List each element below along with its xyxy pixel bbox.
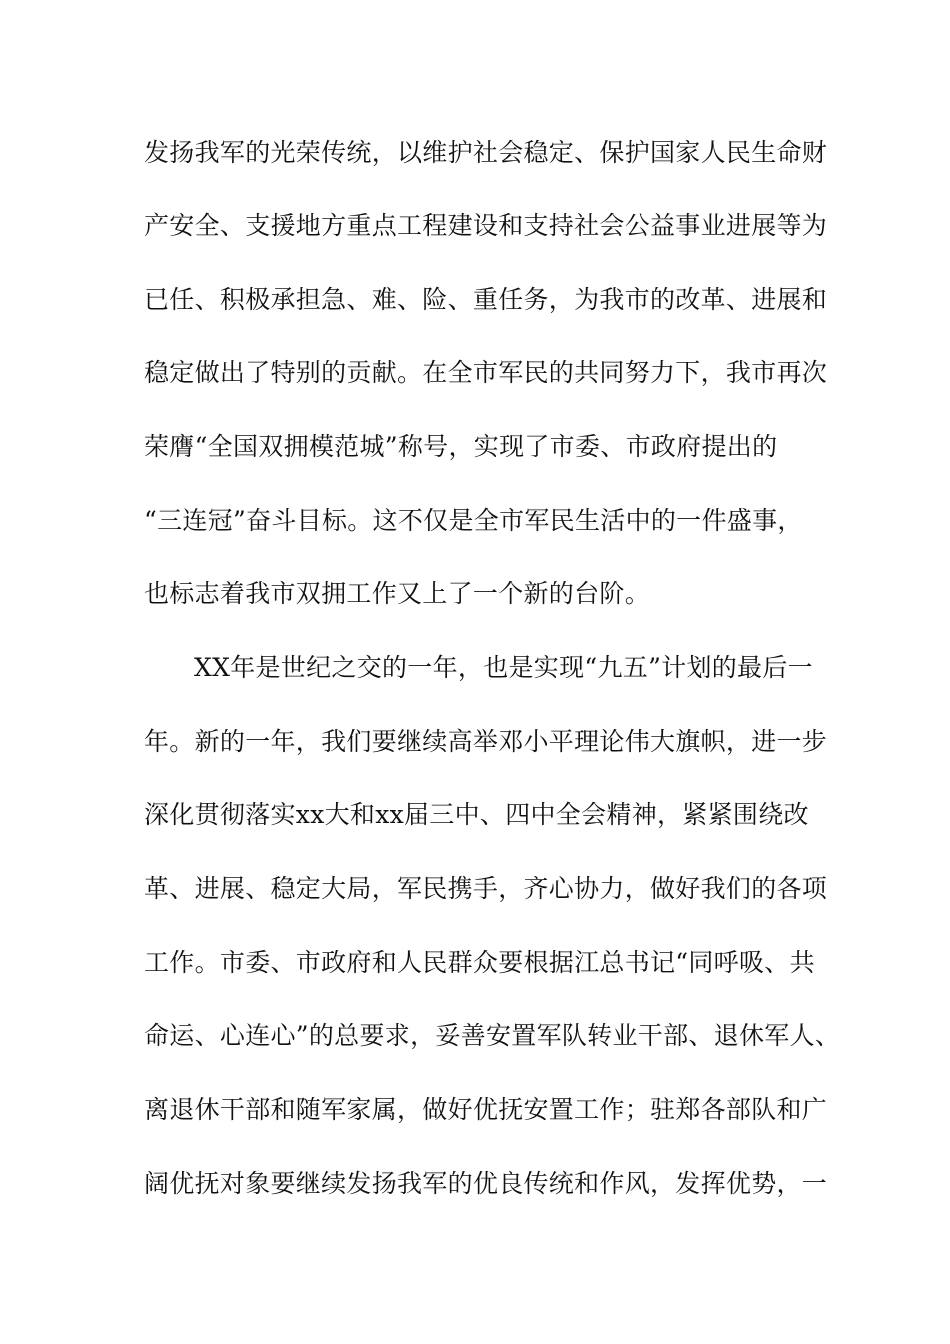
text-line: 工作。市委、市政府和人民群众要根据江总书记“同呼吸、共	[144, 948, 815, 977]
text-line: 阔优抚对象要继续发扬我军的优良传统和作风，发挥优势，一	[144, 1169, 828, 1198]
text-line: XX年是世纪之交的一年，也是实现“九五”计划的最后一	[194, 653, 813, 682]
text-line: 稳定做出了特别的贡献。在全市军民的共同努力下，我市再次	[144, 358, 828, 387]
text-line: 产安全、支援地方重点工程建设和支持社会公益事业进展等为	[144, 211, 828, 240]
text-line: 命运、心连心”的总要求，妥善安置军队转业干部、退休军人、	[144, 1021, 841, 1050]
text-line: 深化贯彻落实xx大和xx届三中、四中全会精神，紧紧围绕改	[144, 800, 809, 829]
text-line: 荣膺“全国双拥模范城”称号，实现了市委、市政府提出的	[144, 432, 778, 461]
text-line: 已任、积极承担急、难、险、重任务，为我市的改革、进展和	[144, 285, 828, 314]
text-line: 发扬我军的光荣传统，以维护社会稳定、保护国家人民生命财	[144, 138, 828, 167]
text-line: “三连冠”奋斗目标。这不仅是全市军民生活中的一件盛事，	[144, 506, 803, 535]
text-line: 也标志着我市双拥工作又上了一个新的台阶。	[144, 579, 651, 608]
text-line: 离退休干部和随军家属，做好优抚安置工作；驻郑各部队和广	[144, 1095, 828, 1124]
text-line: 革、进展、稳定大局，军民携手，齐心协力，做好我们的各项	[144, 874, 828, 903]
text-line: 年。新的一年，我们要继续高举邓小平理论伟大旗帜，进一步	[144, 727, 828, 756]
